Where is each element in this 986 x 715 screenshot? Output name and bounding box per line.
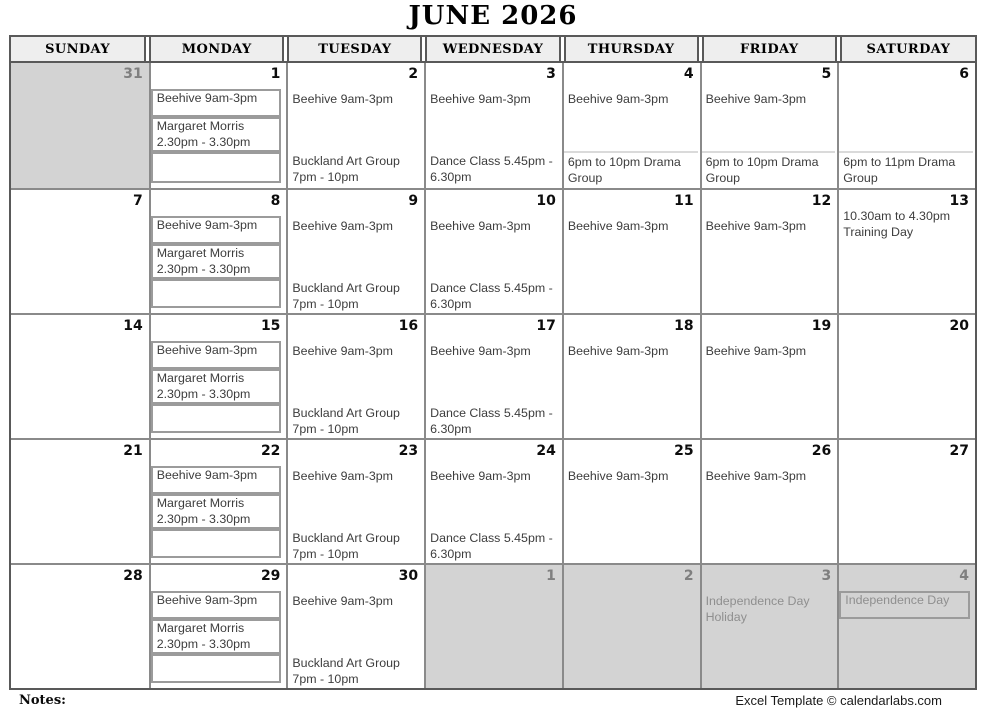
day-cell-jun-21[interactable] xyxy=(11,440,149,563)
event-entry[interactable]: Beehive 9am-3pm xyxy=(292,344,393,358)
day-cell-jun-7[interactable] xyxy=(11,190,149,313)
day-cell-jun-11[interactable] xyxy=(562,190,700,313)
event-entry[interactable]: Beehive 9am-3pm xyxy=(430,219,531,233)
event-entry[interactable]: Beehive 9am-3pm xyxy=(705,219,807,233)
event-slot-2 xyxy=(288,117,424,151)
event-slot-3 xyxy=(11,151,149,188)
day-number: 26 xyxy=(811,443,832,459)
event-slot-3 xyxy=(426,278,562,313)
event-slot-1 xyxy=(11,466,149,494)
day-cell-jun-15[interactable] xyxy=(149,315,287,438)
event-entry[interactable]: Beehive 9am-3pm xyxy=(567,219,669,233)
event-entry[interactable]: Beehive 9am-3pm xyxy=(151,466,282,494)
event-slot-3 xyxy=(564,403,700,438)
event-slot-3 xyxy=(151,404,287,438)
day-number: 28 xyxy=(123,568,143,584)
event-entry[interactable]: Independence Day xyxy=(839,591,970,619)
event-slot-3 xyxy=(11,403,149,438)
day-number: 29 xyxy=(260,568,281,584)
event-slot-2 xyxy=(11,369,149,403)
weekday-header-monday: MONDAY xyxy=(149,37,284,61)
weekday-header-sunday: SUNDAY xyxy=(11,37,146,61)
day-cell-jun-3[interactable] xyxy=(424,63,562,188)
event-slot-3 xyxy=(702,528,838,563)
event-slot-2 xyxy=(839,369,975,403)
event-slot-2 xyxy=(288,369,424,403)
day-cell-jun-19[interactable] xyxy=(700,315,838,438)
event-slot-1 xyxy=(702,341,838,369)
day-number: 23 xyxy=(398,443,419,459)
day-number: 4 xyxy=(959,568,969,584)
event-entry[interactable]: Margaret Morris 2.30pm - 3.30pm xyxy=(151,369,282,404)
weekday-header-saturday: SATURDAY xyxy=(840,37,975,61)
event-slot-1 xyxy=(426,341,562,369)
event-slot-1 xyxy=(564,89,700,117)
event-entry[interactable]: Beehive 9am-3pm xyxy=(292,469,393,483)
event-slot-2 xyxy=(702,494,838,528)
event-slot-1 xyxy=(288,591,424,619)
weekday-header-wednesday: WEDNESDAY xyxy=(425,37,560,61)
day-number: 22 xyxy=(260,443,281,459)
event-entry[interactable]: Beehive 9am-3pm xyxy=(705,344,807,358)
event-slot-2 xyxy=(426,244,562,278)
event-slot-1 xyxy=(151,216,287,244)
event-slot-3 xyxy=(702,659,838,688)
day-number: 16 xyxy=(398,318,419,334)
event-slot-1 xyxy=(702,216,838,244)
event-entry[interactable]: Margaret Morris 2.30pm - 3.30pm xyxy=(151,494,282,529)
event-slot-2 xyxy=(11,494,149,528)
event-entry[interactable]: Beehive 9am-3pm xyxy=(151,216,282,244)
day-number: 2 xyxy=(683,568,694,584)
event-slot-1 xyxy=(151,591,287,619)
event-slot-1 xyxy=(702,89,838,117)
event-entry[interactable]: 6pm to 10pm Drama Group xyxy=(564,151,698,186)
event-box-empty[interactable] xyxy=(151,152,282,183)
event-slot-2 xyxy=(564,619,700,653)
day-cell-jun-24[interactable] xyxy=(424,440,562,563)
event-slot-3 xyxy=(426,528,562,563)
day-cell-jun-28[interactable] xyxy=(11,565,149,688)
event-slot-2 xyxy=(702,117,838,151)
calendar-weeks xyxy=(11,63,975,688)
event-slot-3 xyxy=(839,151,975,188)
day-cell-jun-22[interactable] xyxy=(149,440,287,563)
day-number: 10 xyxy=(536,193,556,209)
event-slot-1 xyxy=(151,466,287,494)
week-row-1 xyxy=(11,63,975,188)
day-number: 27 xyxy=(949,443,969,459)
event-slot-2 xyxy=(564,117,700,151)
week-row-3 xyxy=(11,313,975,438)
event-entry[interactable]: Dance Class 5.45pm - 6.30pm xyxy=(430,406,553,436)
day-cell-jun-4[interactable] xyxy=(562,63,700,188)
footer xyxy=(9,690,977,708)
day-number: 21 xyxy=(123,443,143,459)
event-slot-3 xyxy=(839,403,975,438)
event-entry[interactable]: Beehive 9am-3pm xyxy=(705,469,807,483)
event-slot-1 xyxy=(564,216,700,244)
event-box-empty[interactable] xyxy=(151,529,282,558)
event-slot-3 xyxy=(839,653,975,688)
event-slot-3 xyxy=(564,528,700,563)
event-slot-1 xyxy=(288,216,424,244)
event-slot-3 xyxy=(151,279,287,313)
day-cell-jun-8[interactable] xyxy=(149,190,287,313)
event-slot-3 xyxy=(839,528,975,563)
day-number: 24 xyxy=(536,443,556,459)
event-entry[interactable]: Beehive 9am-3pm xyxy=(151,341,282,369)
event-slot-3 xyxy=(564,653,700,688)
day-number: 5 xyxy=(821,66,832,82)
event-slot-2 xyxy=(839,494,975,528)
event-entry[interactable]: Independence Day Holiday xyxy=(705,594,810,624)
day-cell-jul-3[interactable] xyxy=(700,565,838,688)
weekday-header-row xyxy=(11,37,975,63)
day-number: 6 xyxy=(959,66,969,82)
event-slot-3 xyxy=(151,654,287,688)
event-slot-2 xyxy=(702,369,838,403)
event-entry[interactable]: Buckland Art Group 7pm - 10pm xyxy=(292,656,400,686)
event-entry[interactable]: 6pm to 11pm Drama Group xyxy=(839,151,973,186)
day-cell-jun-16[interactable] xyxy=(286,315,424,438)
event-entry[interactable]: Margaret Morris 2.30pm - 3.30pm xyxy=(151,619,282,654)
event-slot-2 xyxy=(702,244,838,278)
event-entry[interactable]: Margaret Morris 2.30pm - 3.30pm xyxy=(151,244,282,279)
event-entry[interactable]: Buckland Art Group 7pm - 10pm xyxy=(292,154,400,184)
event-slot-2 xyxy=(839,244,975,278)
event-slot-3 xyxy=(426,653,562,688)
event-slot-2 xyxy=(839,117,975,151)
event-slot-2 xyxy=(426,619,562,653)
event-slot-2 xyxy=(151,369,287,404)
event-slot-1 xyxy=(11,341,149,369)
day-number: 3 xyxy=(821,568,832,584)
day-cell-jun-5[interactable] xyxy=(700,63,838,188)
calendar-title: JUNE 2026 xyxy=(408,1,578,31)
day-cell-jun-1[interactable] xyxy=(149,63,287,188)
event-entry[interactable]: Beehive 9am-3pm xyxy=(430,92,531,106)
day-cell-jun-9[interactable] xyxy=(286,190,424,313)
day-number: 1 xyxy=(546,568,556,584)
event-slot-1 xyxy=(702,591,838,625)
event-slot-3 xyxy=(151,529,287,563)
event-slot-3 xyxy=(288,403,424,438)
event-box-empty[interactable] xyxy=(151,279,282,308)
event-slot-3 xyxy=(288,151,424,188)
day-cell-jun-14[interactable] xyxy=(11,315,149,438)
day-number: 14 xyxy=(123,318,143,334)
event-slot-3 xyxy=(702,278,838,313)
event-slot-3 xyxy=(288,528,424,563)
event-entry[interactable]: Beehive 9am-3pm xyxy=(430,469,531,483)
event-slot-1 xyxy=(839,466,975,494)
day-number: 15 xyxy=(260,318,281,334)
day-number: 25 xyxy=(674,443,694,459)
week-row-2 xyxy=(11,188,975,313)
day-number: 17 xyxy=(536,318,556,334)
event-slot-2 xyxy=(151,244,287,279)
day-cell-jun-25[interactable] xyxy=(562,440,700,563)
event-entry[interactable]: Dance Class 5.45pm - 6.30pm xyxy=(430,281,553,311)
event-entry[interactable]: Beehive 9am-3pm xyxy=(567,469,669,483)
event-entry[interactable]: Buckland Art Group 7pm - 10pm xyxy=(292,281,400,311)
event-slot-1 xyxy=(426,89,562,117)
day-number: 9 xyxy=(408,193,419,209)
event-slot-1 xyxy=(151,341,287,369)
event-slot-2 xyxy=(426,494,562,528)
day-cell-jun-23[interactable] xyxy=(286,440,424,563)
day-cell-jun-12[interactable] xyxy=(700,190,838,313)
day-number: 19 xyxy=(811,318,832,334)
week-row-4 xyxy=(11,438,975,563)
day-number: 8 xyxy=(270,193,281,209)
event-entry[interactable]: Beehive 9am-3pm xyxy=(292,92,393,106)
event-slot-2 xyxy=(564,369,700,403)
event-slot-2 xyxy=(11,619,149,653)
event-slot-2 xyxy=(288,494,424,528)
event-slot-3 xyxy=(151,152,287,188)
event-entry[interactable]: Buckland Art Group 7pm - 10pm xyxy=(292,406,400,436)
day-cell-jun-27[interactable] xyxy=(837,440,975,563)
event-slot-3 xyxy=(564,278,700,313)
event-slot-3 xyxy=(11,653,149,688)
event-entry[interactable]: Beehive 9am-3pm xyxy=(151,591,282,619)
event-slot-2 xyxy=(288,619,424,653)
day-number: 30 xyxy=(398,568,419,584)
event-entry[interactable]: Beehive 9am-3pm xyxy=(430,344,531,358)
day-cell-jul-2[interactable] xyxy=(562,565,700,688)
event-entry[interactable]: Beehive 9am-3pm xyxy=(567,344,669,358)
event-slot-3 xyxy=(839,278,975,313)
event-slot-1 xyxy=(151,89,287,117)
day-cell-jun-18[interactable] xyxy=(562,315,700,438)
event-entry[interactable]: Beehive 9am-3pm xyxy=(705,92,807,106)
event-slot-2 xyxy=(151,619,287,654)
event-slot-2 xyxy=(839,619,975,653)
day-cell-may-31[interactable] xyxy=(11,63,149,188)
weekday-header-tuesday: TUESDAY xyxy=(287,37,422,61)
event-slot-3 xyxy=(702,403,838,438)
event-slot-2 xyxy=(151,494,287,529)
event-box-empty[interactable] xyxy=(151,404,282,433)
event-entry[interactable]: Beehive 9am-3pm xyxy=(292,594,393,608)
event-slot-1 xyxy=(564,341,700,369)
event-slot-1 xyxy=(11,89,149,117)
event-slot-3 xyxy=(426,151,562,188)
event-entry[interactable]: Beehive 9am-3pm xyxy=(292,219,393,233)
day-cell-jun-2[interactable] xyxy=(286,63,424,188)
day-number: 7 xyxy=(132,193,143,209)
day-cell-jun-30[interactable] xyxy=(286,565,424,688)
event-slot-1 xyxy=(288,89,424,117)
event-entry[interactable]: Beehive 9am-3pm xyxy=(567,92,669,106)
day-cell-jun-29[interactable] xyxy=(149,565,287,688)
event-slot-1 xyxy=(426,591,562,619)
day-number: 12 xyxy=(811,193,832,209)
day-number: 13 xyxy=(949,193,969,209)
event-slot-2 xyxy=(564,494,700,528)
event-slot-1 xyxy=(426,466,562,494)
calendar-grid xyxy=(9,35,977,690)
day-cell-jun-17[interactable] xyxy=(424,315,562,438)
event-slot-2 xyxy=(426,117,562,151)
event-slot-3 xyxy=(11,528,149,563)
day-number: 18 xyxy=(674,318,694,334)
week-row-5 xyxy=(11,563,975,688)
event-entry[interactable]: Dance Class 5.45pm - 6.30pm xyxy=(430,531,553,561)
event-slot-1 xyxy=(426,216,562,244)
day-cell-jun-20[interactable] xyxy=(837,315,975,438)
day-cell-jul-1[interactable] xyxy=(424,565,562,688)
day-number: 20 xyxy=(949,318,969,334)
notes-label: Notes: xyxy=(19,693,66,708)
event-slot-1 xyxy=(11,591,149,619)
event-slot-1 xyxy=(288,341,424,369)
day-number: 4 xyxy=(683,66,694,82)
event-entry[interactable]: 6pm to 10pm Drama Group xyxy=(702,151,836,186)
event-entry[interactable]: Beehive 9am-3pm xyxy=(151,89,282,117)
event-entry[interactable]: 10.30am to 4.30pm Training Day xyxy=(843,209,951,239)
event-slot-3 xyxy=(564,151,700,188)
event-slot-2 xyxy=(11,244,149,278)
weekday-header-friday: FRIDAY xyxy=(702,37,837,61)
day-cell-jun-6[interactable] xyxy=(837,63,975,188)
event-slot-1 xyxy=(702,466,838,494)
event-entry[interactable]: Margaret Morris 2.30pm - 3.30pm xyxy=(151,117,282,152)
event-slot-2 xyxy=(702,625,838,659)
day-cell-jun-10[interactable] xyxy=(424,190,562,313)
event-slot-1 xyxy=(839,89,975,117)
event-box-empty[interactable] xyxy=(151,654,282,683)
day-number: 2 xyxy=(408,66,419,82)
event-slot-2 xyxy=(288,244,424,278)
day-cell-jun-26[interactable] xyxy=(700,440,838,563)
day-number: 31 xyxy=(123,66,143,82)
event-slot-1 xyxy=(288,466,424,494)
credit-text: Excel Template © calendarlabs.com xyxy=(735,693,942,708)
event-slot-1 xyxy=(564,466,700,494)
day-number: 1 xyxy=(270,66,281,82)
event-entry[interactable]: Dance Class 5.45pm - 6.30pm xyxy=(430,154,553,184)
event-slot-2 xyxy=(151,117,287,152)
day-number: 3 xyxy=(546,66,556,82)
event-slot-1 xyxy=(839,209,975,244)
event-slot-3 xyxy=(702,151,838,188)
event-slot-3 xyxy=(288,653,424,688)
event-slot-2 xyxy=(564,244,700,278)
event-slot-2 xyxy=(11,117,149,151)
event-slot-1 xyxy=(564,591,700,619)
event-slot-3 xyxy=(288,278,424,313)
event-slot-1 xyxy=(839,591,975,619)
day-cell-jul-4[interactable] xyxy=(837,565,975,688)
event-slot-3 xyxy=(11,278,149,313)
event-slot-2 xyxy=(426,369,562,403)
event-slot-1 xyxy=(11,216,149,244)
day-cell-jun-13[interactable] xyxy=(837,190,975,313)
weekday-header-thursday: THURSDAY xyxy=(564,37,699,61)
event-slot-3 xyxy=(426,403,562,438)
day-number: 11 xyxy=(674,193,694,209)
event-entry[interactable]: Buckland Art Group 7pm - 10pm xyxy=(292,531,400,561)
event-slot-1 xyxy=(839,341,975,369)
